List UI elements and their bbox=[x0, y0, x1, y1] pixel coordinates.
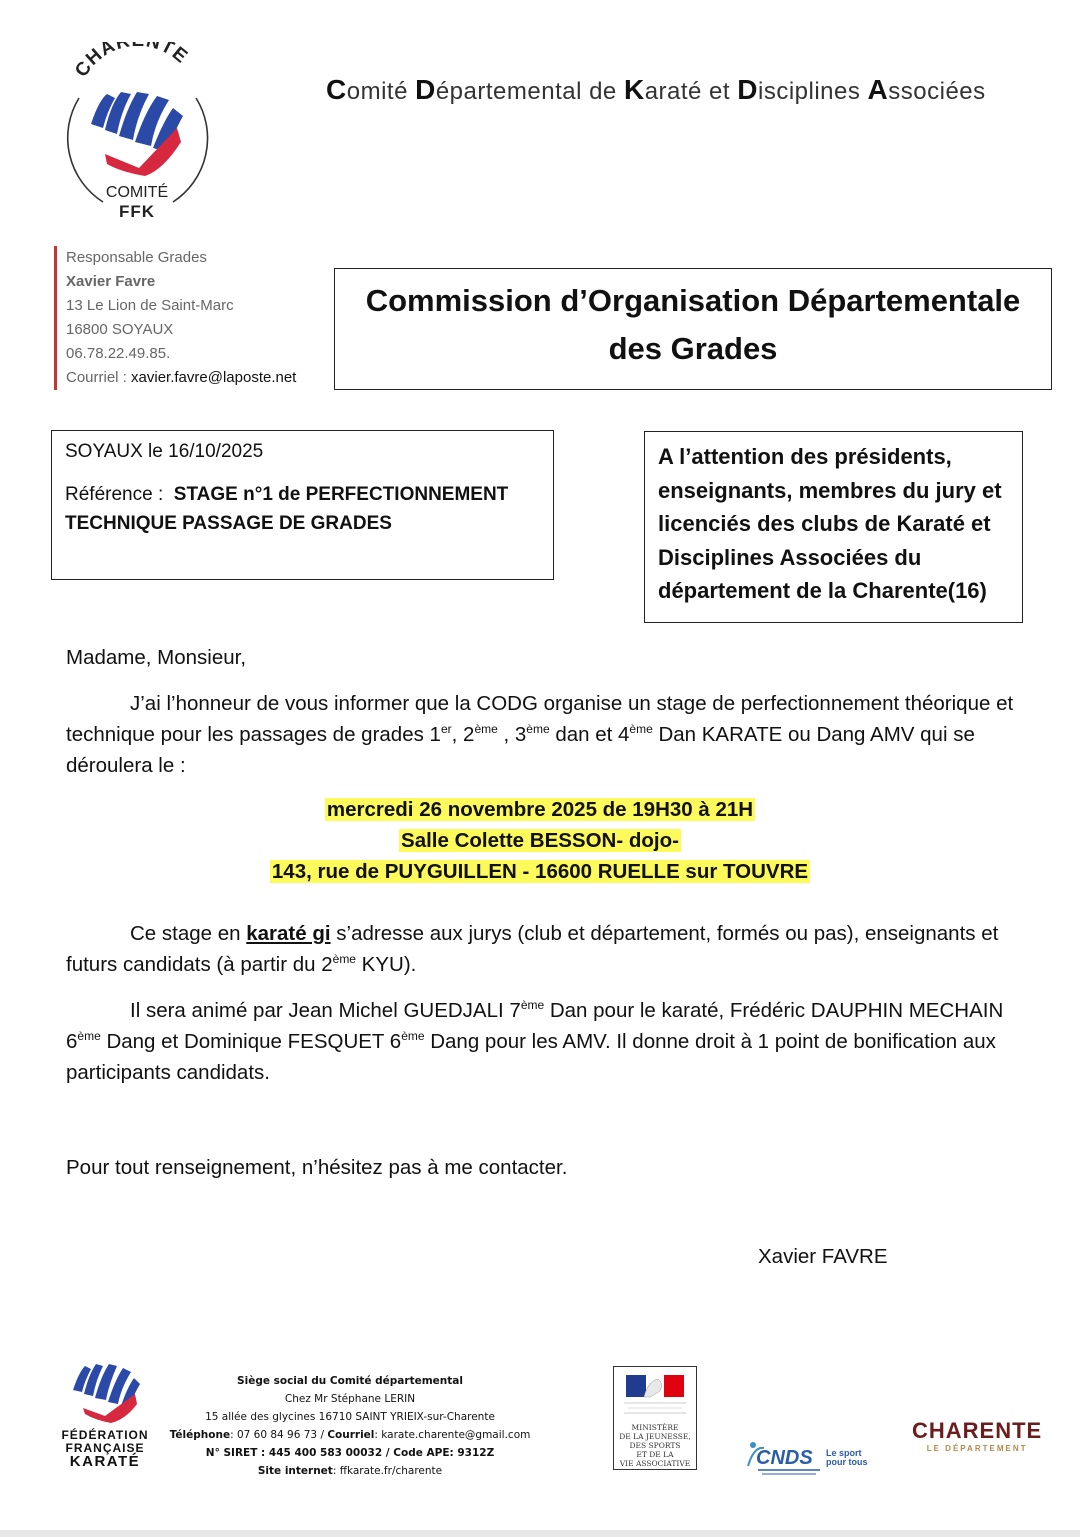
siege-siret: N° SIRET : 445 400 583 00032 / Code APE: 9312Z bbox=[205, 1447, 495, 1459]
ministry-logo bbox=[613, 1366, 697, 1470]
cnds-logo bbox=[744, 1436, 884, 1480]
contact-email-label: Courriel : bbox=[66, 369, 132, 386]
ffk-line: KARATÉ bbox=[69, 1453, 141, 1470]
paragraph-instructors: Il sera animé par Jean Michel GUEDJALI 7ème Dan pour le karaté, Frédéric DAUPHIN MECHAIN 6ème Dang et Dominique FESQUET 6ème Dang pour les AMV. Il donne droit à 1 point de bonification aux participants candidats. bbox=[66, 998, 1004, 1084]
contact-phone: 06.78.22.49.85. bbox=[66, 345, 171, 362]
charente-departement-subtitle: LE DÉPARTEMENT bbox=[926, 1444, 1028, 1453]
attention-box bbox=[644, 431, 1023, 623]
paragraph-audience: Ce stage en karaté gi s’adresse aux jurys (club et département, formés ou pas), enseignants et futurs candidats (à partir du 2ème KYU). bbox=[66, 922, 999, 976]
comite-charente-logo bbox=[55, 42, 220, 222]
karate-gi-logo-icon bbox=[55, 42, 220, 222]
cnds-text: CNDS bbox=[756, 1447, 813, 1469]
contact-email[interactable]: xavier.favre@laposte.net bbox=[131, 369, 297, 386]
org-rest: omité bbox=[346, 78, 416, 105]
contact-address-line1: 13 Le Lion de Saint-Marc bbox=[66, 297, 234, 314]
contact-name: Xavier Favre bbox=[66, 273, 156, 290]
date-reference-box bbox=[51, 430, 554, 580]
reference-line1: STAGE n°1 de PERFECTIONNEMENT bbox=[173, 484, 509, 505]
reference bbox=[65, 480, 540, 538]
attention-line: Disciplines Associées du bbox=[658, 544, 922, 570]
charente-departement-title: CHARENTE bbox=[912, 1418, 1043, 1443]
commission-title-box bbox=[334, 268, 1052, 390]
event-date: mercredi 26 novembre 2025 de 19H30 à 21H bbox=[326, 798, 754, 821]
ffk-karate-gi-icon bbox=[65, 1358, 145, 1424]
org-cap: D bbox=[737, 74, 758, 105]
closing-sentence: Pour tout renseignement, n’hésitez pas à me contacter. bbox=[66, 1156, 568, 1179]
logo-arc-text: CHAR NTE bbox=[71, 42, 192, 81]
commission-title-line2: des Grades bbox=[608, 331, 778, 366]
svg-text:CHARENTE bbox=[71, 42, 192, 81]
ffk-name bbox=[55, 1429, 155, 1468]
ministry-caption: MINISTÈRE DE LA JEUNESSE, DES SPORTS ET DE LA VIE ASSOCIATIVE bbox=[619, 1423, 691, 1468]
charente-departement-logo bbox=[912, 1418, 1042, 1453]
contact-email-line bbox=[66, 366, 296, 390]
cnds-runner-icon bbox=[744, 1436, 884, 1480]
org-cap: C bbox=[326, 74, 347, 105]
commission-title-line1: Commission d’Organisation Départementale bbox=[365, 283, 1021, 318]
logo-ffk-text: FFK bbox=[118, 202, 156, 221]
org-cap: K bbox=[623, 74, 645, 105]
marianne-flag-icon bbox=[614, 1367, 696, 1421]
org-cap: A bbox=[867, 74, 889, 105]
attention-line: licenciés des clubs de Karaté et bbox=[658, 511, 991, 536]
siege-title: Siège social du Comité départemental bbox=[237, 1375, 463, 1387]
organization-name bbox=[326, 74, 986, 106]
siege-chez: Chez Mr Stéphane LERIN bbox=[284, 1393, 416, 1405]
contact-address-line2: 16800 SOYAUX bbox=[66, 321, 174, 338]
reference-line2: TECHNIQUE PASSAGE DE GRADES bbox=[65, 513, 392, 534]
page-bottom-border bbox=[0, 1530, 1080, 1537]
event-address: 143, rue de PUYGUILLEN - 16600 RUELLE sur TOUVRE bbox=[271, 860, 809, 883]
place-date: SOYAUX le 16/10/2025 bbox=[65, 441, 264, 462]
ffk-line: FÉDÉRATION bbox=[61, 1428, 149, 1442]
ffk-line: FRANÇAISE bbox=[65, 1441, 145, 1455]
attention-line: A l’attention des présidents, bbox=[658, 444, 952, 469]
attention-line: enseignants, membres du jury et bbox=[658, 477, 1002, 503]
ffk-logo bbox=[55, 1358, 155, 1473]
event-place: Salle Colette BESSON- dojo- bbox=[401, 829, 679, 852]
siege-contact: Téléphone: 07 60 84 96 73 / Courriel: karate.charente@gmail.com bbox=[169, 1429, 531, 1441]
org-rest: isciplines bbox=[757, 78, 868, 105]
cnds-slogan-1: Le sport bbox=[826, 1448, 862, 1458]
cnds-slogan-2: pour tous bbox=[826, 1457, 868, 1467]
signature: Xavier FAVRE bbox=[758, 1245, 888, 1268]
head-office-info bbox=[160, 1372, 540, 1480]
contact-block bbox=[54, 246, 296, 390]
reference-label: Référence : bbox=[65, 484, 164, 505]
org-rest: araté et bbox=[644, 78, 738, 105]
org-cap: D bbox=[415, 74, 436, 105]
contact-role: Responsable Grades bbox=[66, 249, 207, 266]
event-details bbox=[0, 794, 1080, 887]
siege-website: Site internet: ffkarate.fr/charente bbox=[257, 1465, 443, 1477]
siege-address: 15 allée des glycines 16710 SAINT YRIEIX-sur-Charente bbox=[205, 1411, 495, 1423]
attention-line: département de la Charente(16) bbox=[658, 578, 987, 603]
paragraph-intro: J’ai l’honneur de vous informer que la CODG organise un stage de perfectionnement théorique et technique pour les passages de grades 1er, 2ème , 3ème dan et 4ème Dan KARATE ou Dang AMV qui se déroulera le : bbox=[66, 692, 1014, 777]
org-rest: ssociées bbox=[888, 78, 986, 105]
org-rest: épartemental de bbox=[435, 78, 624, 105]
salutation: Madame, Monsieur, bbox=[66, 646, 247, 669]
logo-comite-text: COMITÉ bbox=[105, 184, 169, 201]
